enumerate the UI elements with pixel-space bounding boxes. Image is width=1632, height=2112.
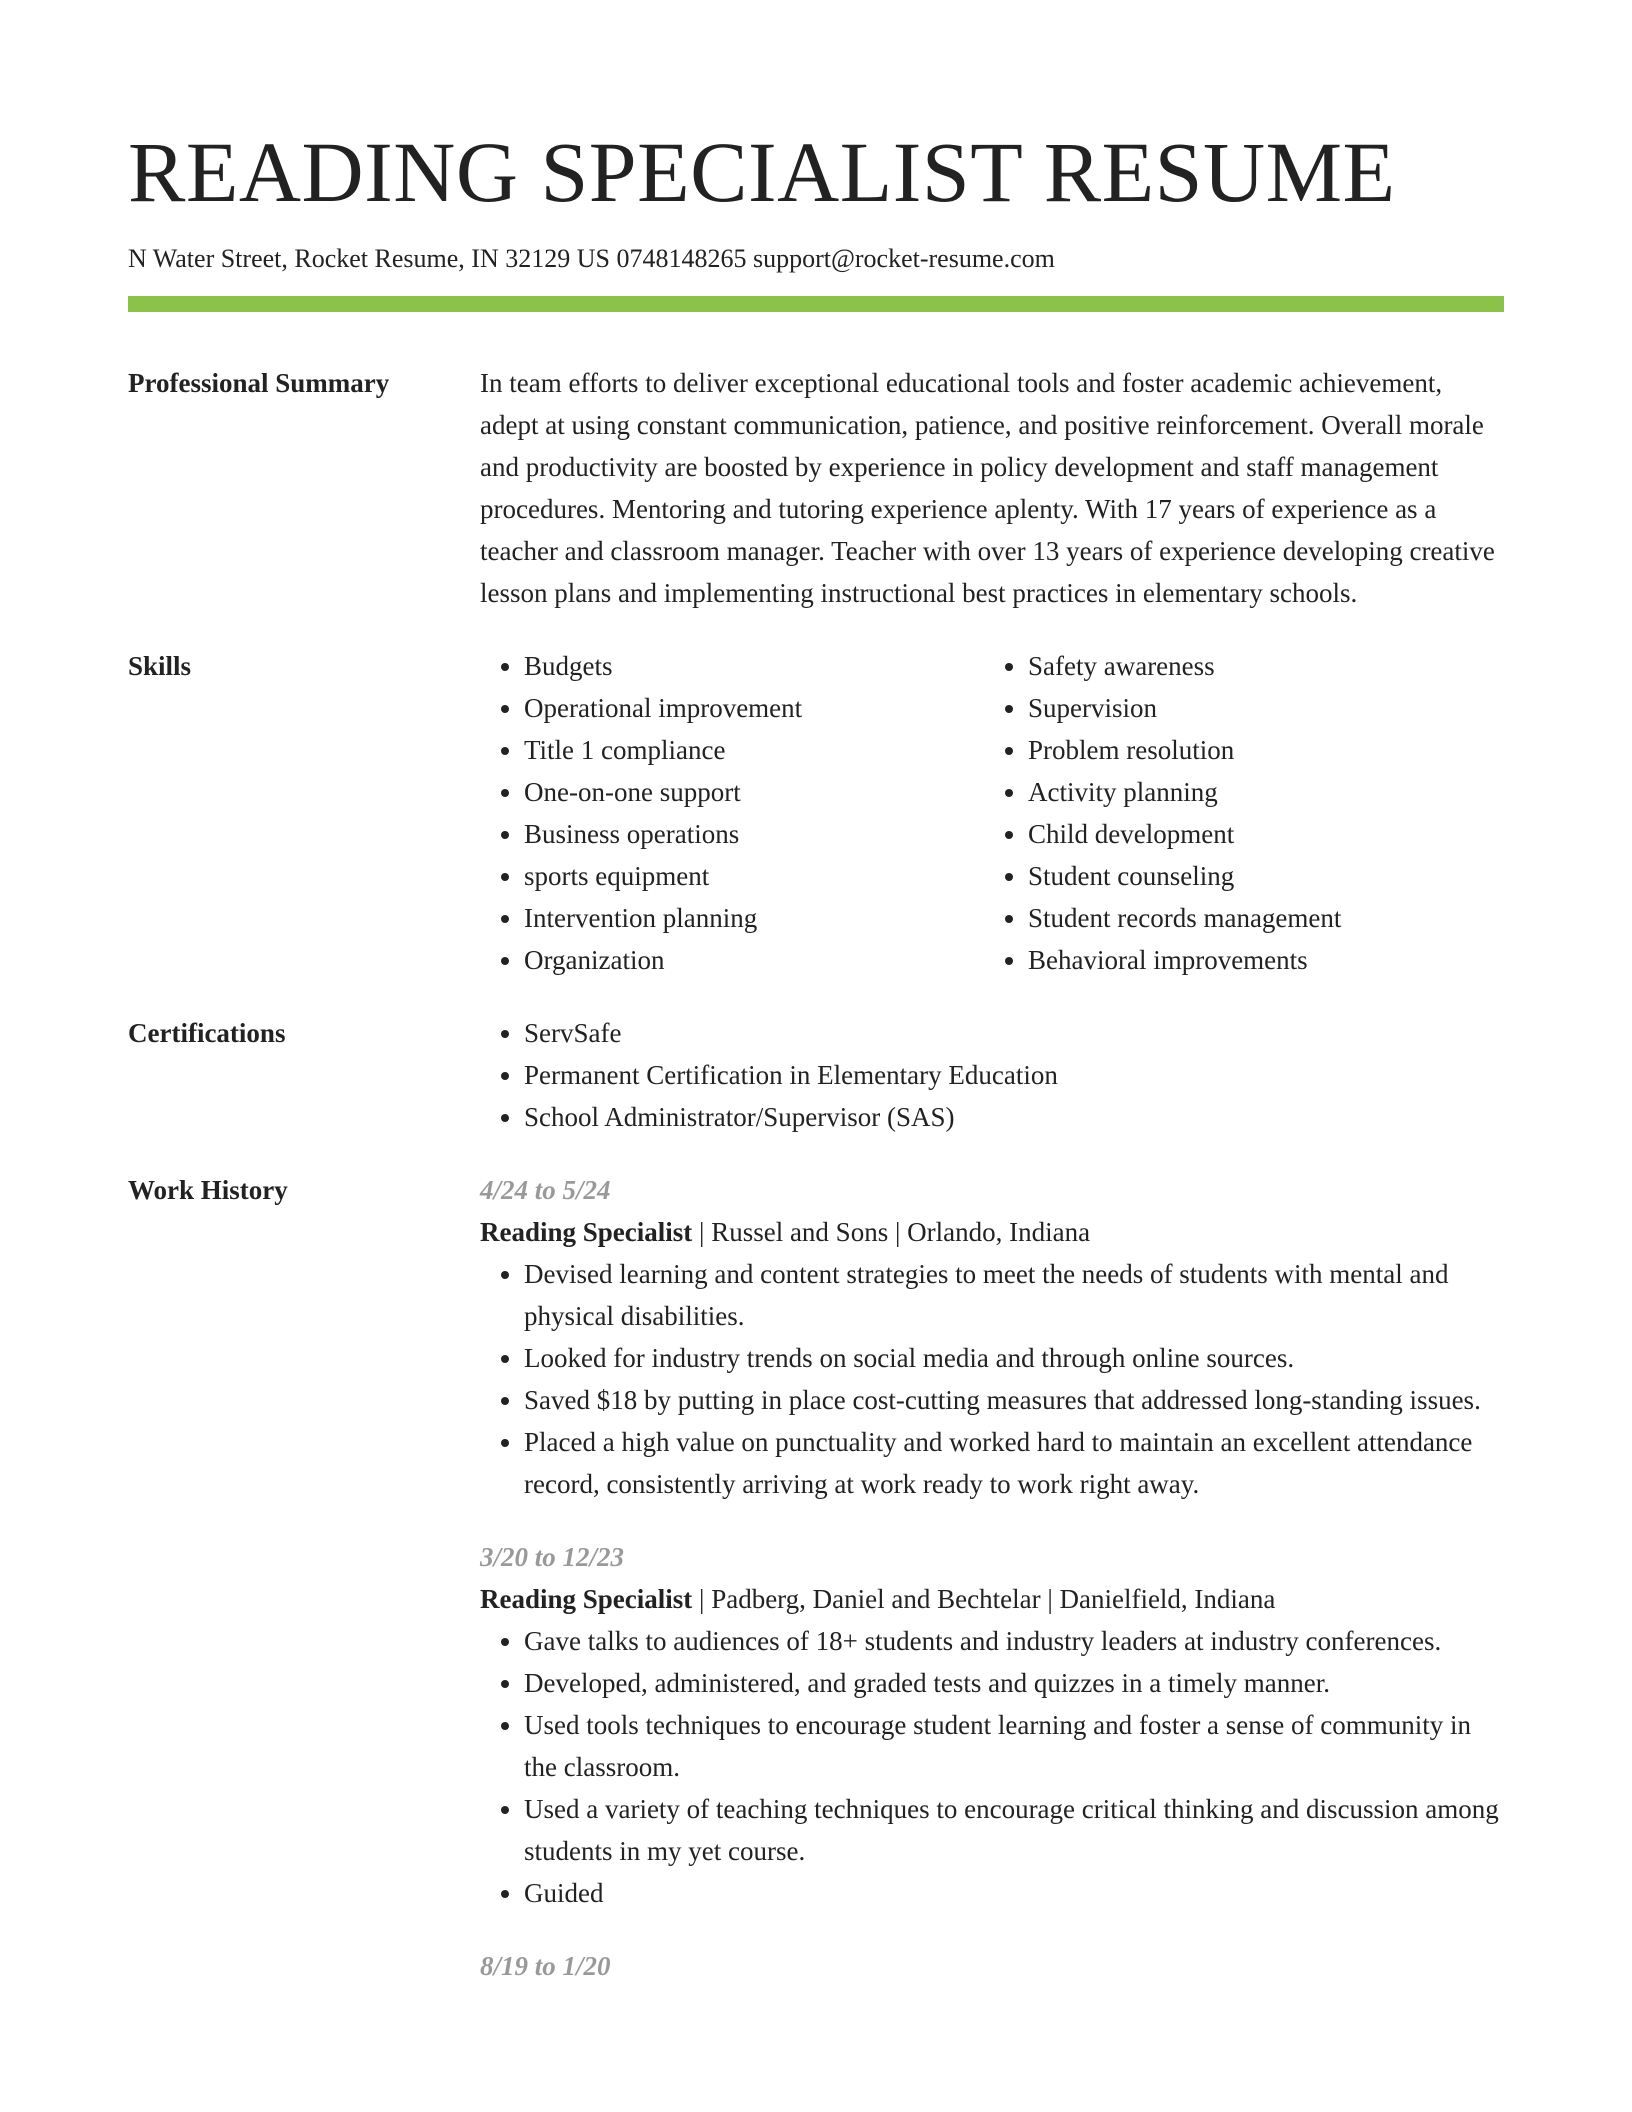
summary-heading: Professional Summary (128, 368, 390, 398)
skill-item: • Behavioral improvements (1028, 939, 1488, 981)
contact-address: N Water Street, Rocket Resume, IN 32129 US (128, 244, 610, 273)
skill-item: • Operational improvement (524, 687, 984, 729)
job-duty-item: • Gave talks to audiences of 18+ students and industry leaders at industry conferences. (524, 1620, 1504, 1662)
job-dates: 3/20 to 12/23 (480, 1542, 625, 1572)
job-entry (480, 1536, 1504, 1914)
job-duties-list (480, 1253, 1504, 1505)
job-dates: 8/19 to 1/20 (480, 1951, 611, 1981)
skill-item: • Student counseling (1028, 855, 1488, 897)
job-heading (480, 1578, 1504, 1620)
skills-list-right (984, 645, 1488, 981)
job-duty-item: • Guided (524, 1872, 1504, 1914)
job-duty-item: • Devised learning and content strategies to meet the needs of students with mental and physical disabilities. (524, 1253, 1504, 1337)
skill-item: • Child development (1028, 813, 1488, 855)
job-entry (480, 1169, 1504, 1505)
skill-item: • Title 1 compliance (524, 729, 984, 771)
contact-phone: 0748148265 (616, 244, 747, 273)
skill-item: • Organization (524, 939, 984, 981)
skill-item: • Safety awareness (1028, 645, 1488, 687)
job-title: Reading Specialist (480, 1584, 693, 1614)
job-company: Russel and Sons (711, 1217, 889, 1247)
skill-item: • Problem resolution (1028, 729, 1488, 771)
job-separator (888, 1217, 907, 1247)
skills-column-right (984, 645, 1488, 981)
contact-line (128, 242, 1504, 276)
job-title: Reading Specialist (480, 1217, 693, 1247)
certification-item: • Permanent Certification in Elementary Education (524, 1054, 1504, 1096)
certifications-body (480, 1012, 1504, 1138)
certification-item: • ServSafe (524, 1012, 1504, 1054)
job-entry (480, 1945, 1504, 1987)
skill-item: • sports equipment (524, 855, 984, 897)
certification-item: • School Administrator/Supervisor (SAS) (524, 1096, 1504, 1138)
job-duty-item: • Saved $18 by putting in place cost-cutting measures that addressed long-standing issues. (524, 1379, 1504, 1421)
skill-item: • Business operations (524, 813, 984, 855)
resume-page (128, 0, 1504, 2018)
skill-item: • Activity planning (1028, 771, 1488, 813)
job-location: Orlando, Indiana (907, 1217, 1091, 1247)
job-separator (1041, 1584, 1060, 1614)
skills-column-left (480, 645, 984, 981)
skills-body (480, 645, 1504, 981)
summary-section (128, 362, 1504, 614)
job-location: Danielfield, Indiana (1059, 1584, 1276, 1614)
summary-body (480, 362, 1504, 614)
job-duty-item: • Used tools techniques to encourage student learning and foster a sense of community in the classroom. (524, 1704, 1504, 1788)
job-company: Padberg, Daniel and Bechtelar (711, 1584, 1041, 1614)
certifications-heading: Certifications (128, 1018, 286, 1048)
job-duty-item: • Looked for industry trends on social media and through online sources. (524, 1337, 1504, 1379)
job-duty-item: • Developed, administered, and graded tests and quizzes in a timely manner. (524, 1662, 1504, 1704)
header-divider (128, 296, 1504, 312)
certifications-section (128, 1012, 1504, 1138)
work-history-section (128, 1169, 1504, 2018)
skills-heading: Skills (128, 651, 192, 681)
job-separator (692, 1584, 711, 1614)
skills-list-left (480, 645, 984, 981)
work-history-body (480, 1169, 1504, 2018)
skill-item: • Supervision (1028, 687, 1488, 729)
job-heading (480, 1211, 1504, 1253)
work-history-heading: Work History (128, 1175, 288, 1205)
job-duty-item: • Placed a high value on punctuality and worked hard to maintain an excellent attendance record, consistently arriving at work ready to work right away. (524, 1421, 1504, 1505)
skill-item: • Intervention planning (524, 897, 984, 939)
skills-section (128, 645, 1504, 981)
skill-item: • Student records management (1028, 897, 1488, 939)
job-duty-item: • Used a variety of teaching techniques to encourage critical thinking and discussion among students in my yet course. (524, 1788, 1504, 1872)
summary-text: In team efforts to deliver exceptional educational tools and foster academic achievement, adept at using constant communication, patience, and positive reinforcement. Overall morale and productivity are boosted by experience in policy development and staff management procedures. Mentoring and tutoring experience aplenty. With 17 years of experience as a teacher and classroom manager. Teacher with over 13 years of experience developing creative lesson plans and implementing instructional best practices in elementary schools. (480, 368, 1495, 608)
skill-item: • Budgets (524, 645, 984, 687)
job-separator (692, 1217, 711, 1247)
certifications-list (480, 1012, 1504, 1138)
resume-title: READING SPECIALIST RESUME (128, 124, 1396, 220)
contact-email[interactable]: support@rocket-resume.com (752, 244, 1055, 273)
job-duties-list (480, 1620, 1504, 1914)
skill-item: • One-on-one support (524, 771, 984, 813)
job-dates: 4/24 to 5/24 (480, 1175, 611, 1205)
